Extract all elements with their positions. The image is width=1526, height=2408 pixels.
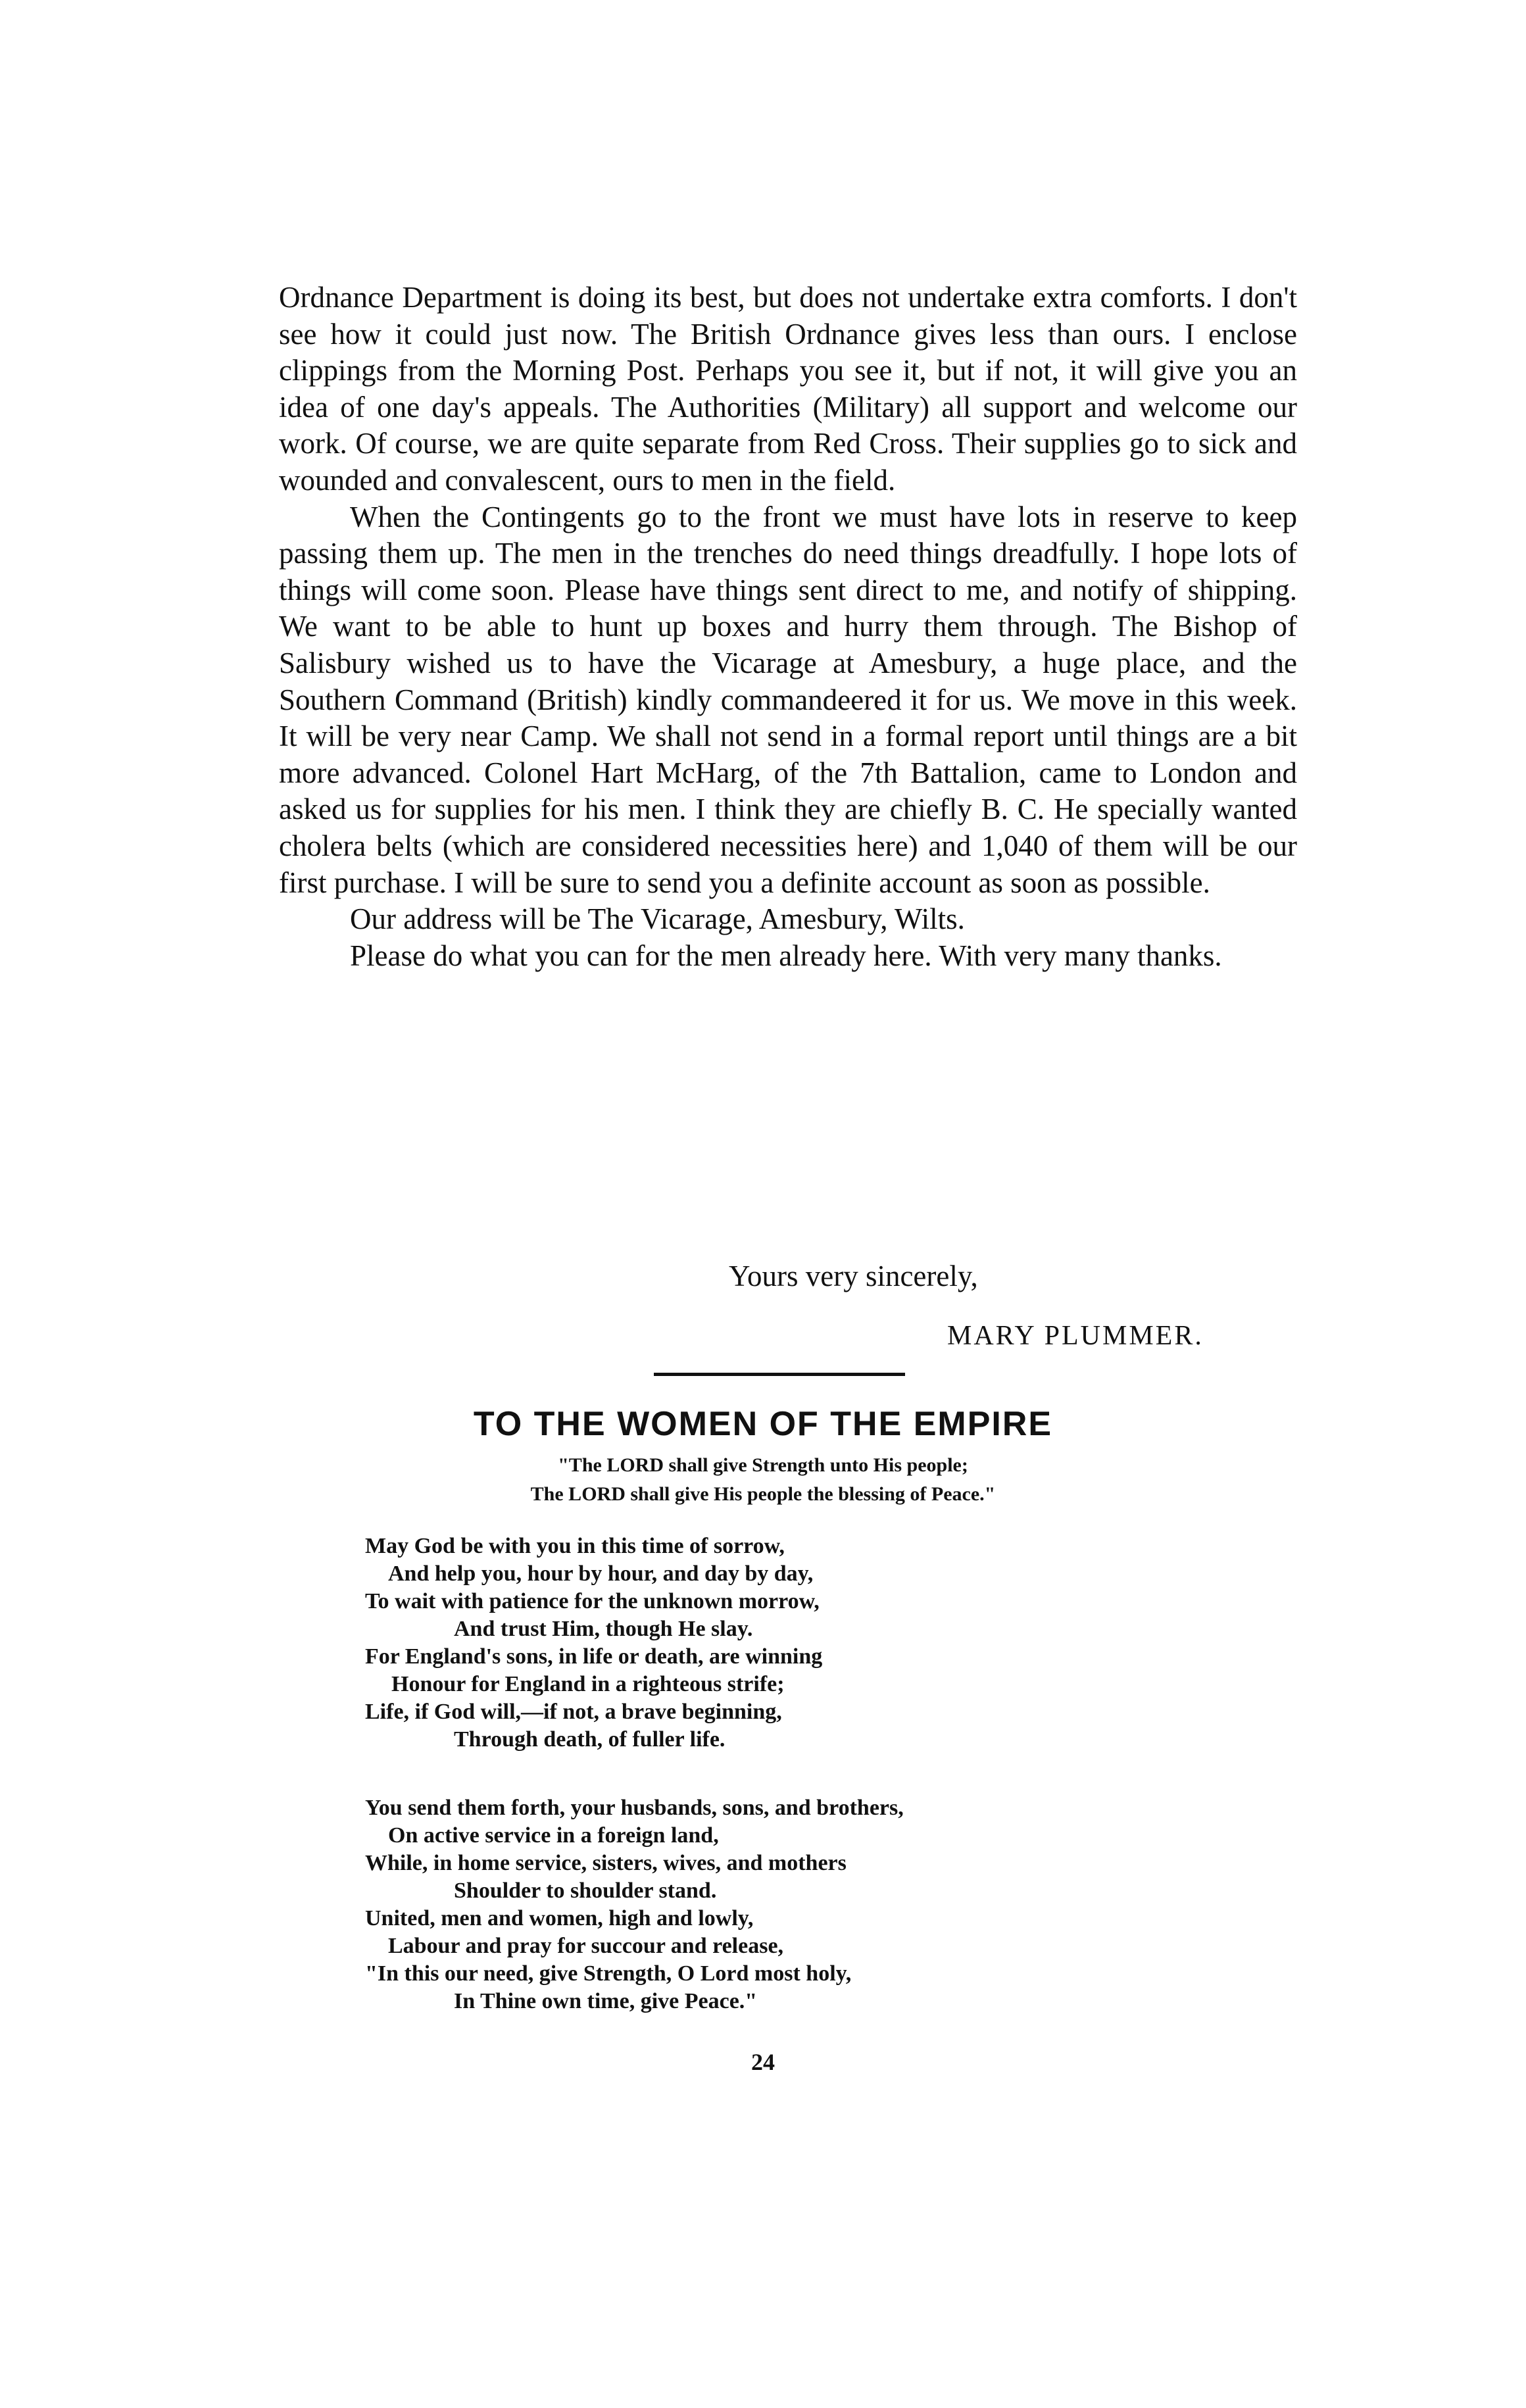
letter-paragraph: When the Contingents go to the front we must have lots in reserve to keep passing them up. The men in the trenches do need things dreadfully. I hope lots of things will come soon. Please have things sent direct to me, and notify of shipping. We want to be able to hunt up boxes and hurry them through. The Bishop of Salisbury wished us to have the Vicarage at Amesbury, a huge place, and the Southern Command (British) kindly commandeered it for us. We move in this week. It will be very near Camp. We shall not send in a formal report until things are a bit more advanced. Colonel Hart McHarg, of the 7th Battalion, came to London and asked us for supplies for his men. I think they are chiefly B. C. He specially wanted cholera belts (which are considered necessities here) and 1,040 of them will be our first purchase. I will be sure to send you a definite account as soon as possible. (279, 500, 1297, 899)
poem-line: And trust Him, though He slay. (454, 1617, 753, 1641)
letter-paragraph: Please do what you can for the men already here. With very many thanks. (350, 939, 1222, 972)
poem-epigraph-line: The LORD shall give His people the blessing of Peace." (530, 1483, 996, 1505)
poem-line: Life, if God will,—if not, a brave beginning, (365, 1700, 782, 1724)
poem-line: Labour and pray for succour and release, (388, 1934, 784, 1958)
letter-body (279, 280, 1297, 974)
poem-title: TO THE WOMEN OF THE EMPIRE (473, 1405, 1053, 1443)
poem-line: To wait with patience for the unknown morrow, (365, 1589, 820, 1613)
poem-line: Honour for England in a righteous strife; (391, 1672, 785, 1696)
letter-closing: Yours very sincerely, (729, 1260, 978, 1292)
poem-line: You send them forth, your husbands, sons, and brothers, (365, 1796, 904, 1820)
poem-line: May God be with you in this time of sorrow, (365, 1534, 785, 1558)
poem-line: For England's sons, in life or death, are winning (365, 1644, 823, 1669)
poem-line: While, in home service, sisters, wives, and mothers (365, 1851, 847, 1875)
letter-signature: MARY PLUMMER. (947, 1321, 1204, 1351)
poem-line: Shoulder to shoulder stand. (454, 1879, 717, 1903)
poem-line: On active service in a foreign land, (388, 1823, 719, 1848)
poem-line: Through death, of fuller life. (454, 1727, 726, 1752)
poem-line: "In this our need, give Strength, O Lord most holy, (365, 1961, 852, 1986)
page-number: 24 (751, 2049, 775, 2075)
poem-line: And help you, hour by hour, and day by day, (388, 1561, 814, 1586)
poem-line: United, men and women, high and lowly, (365, 1906, 754, 1930)
poem-epigraph-line: "The LORD shall give Strength unto His people; (558, 1454, 968, 1476)
poem-line: In Thine own time, give Peace." (454, 1989, 758, 2013)
section-divider (654, 1373, 905, 1376)
letter-paragraph: Ordnance Department is doing its best, but does not undertake extra comforts. I don't see how it could just now. The British Ordnance gives less than ours. I enclose clippings from the Morning Post. Perhaps you see it, but if not, it will give you an idea of one day's appeals. The Authorities (Military) all support and welcome our work. Of course, we are quite separate from Red Cross. Their supplies go to sick and wounded and convalescent, ours to men in the field. (279, 281, 1297, 497)
letter-paragraph: Our address will be The Vicarage, Amesbury, Wilts. (350, 902, 965, 936)
